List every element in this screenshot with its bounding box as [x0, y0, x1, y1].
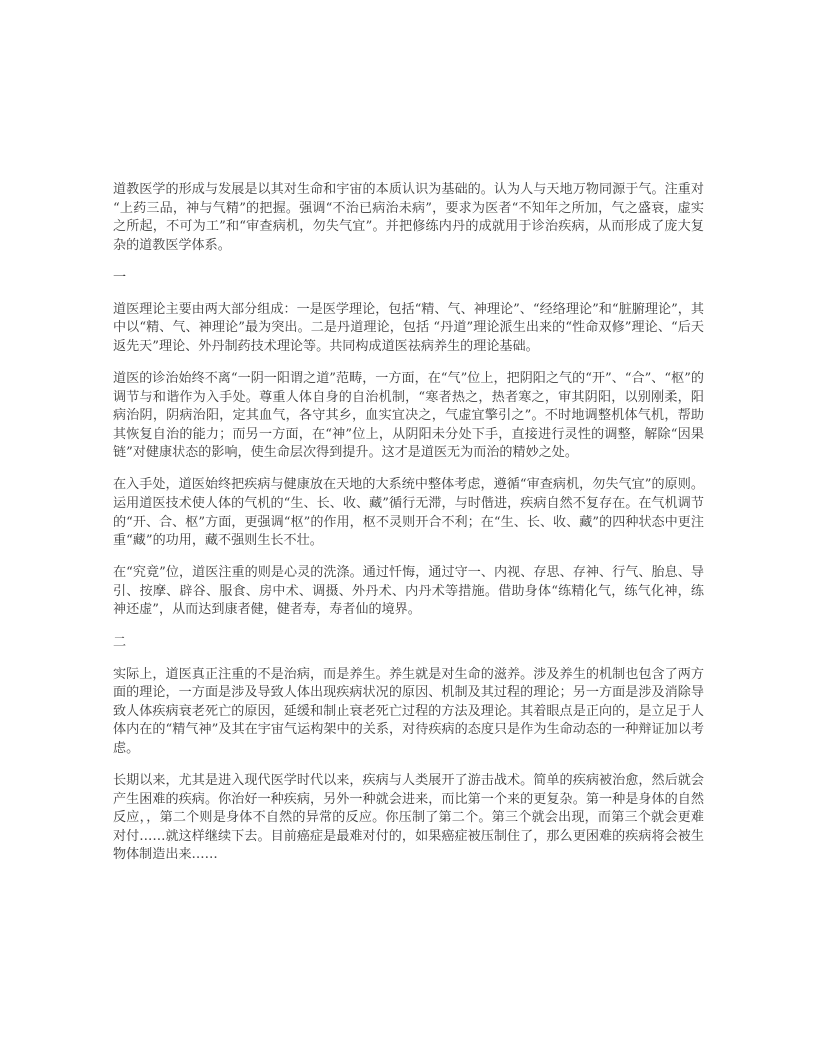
paragraph-nourishing-life: 实际上，道医真正注重的不是治病，而是养生。养生就是对生命的滋养。涉及养生的机制也包含了两方面的理论，一方面是涉及导致人体出现疾病状况的原因、机制及其过程的理论；另一方面是涉及消除导致人体疾病衰老死亡的原因，延缓和制止衰老死亡过程的方法及理论。其着眼点是正向的，是立足于人体内在的“精气神”及其在宇宙气运构架中的关系，对待疾病的态度只是作为生命动态的一种辩证加以考虑。 [113, 666, 704, 756]
paragraph-guerrilla-warfare: 长期以来，尤其是进入现代医学时代以来，疾病与人类展开了游击战术。简单的疾病被治愈，然后就会产生困难的疾病。你治好一种疾病，另外一种就会进来，而比第一个来的更复杂。第一种是身体的自然反应，，第二个则是身体不自然的异常的反应。你压制了第二个。第三个就会出现，而第三个就会更难对付……就这样继续下去。目前癌症是最难对付的，如果癌症被压制住了，那么更困难的疾病将会被生物体制造出来…… [113, 772, 704, 863]
section-marker-two: 二 [113, 634, 127, 650]
paragraph-diagnosis-yinyang: 道医的诊治始终不离“一阴一阳谓之道”范畴，一方面，在“气”位上，把阴阳之气的“开”、“合”、“枢”的调节与和谐作为入手处。尊重人体自身的自治机制，“寒者热之，热者寒之，审其阴阳，以别刚柔，阳病治阴，阴病治阳，定其血气，各守其乡，血实宜决之，气虚宜擎引之”。不时地调整机体气机，帮助其恢复自治的能力；而另一方面，在“神”位上，从阴阳未分处下手，直接进行灵性的调整，解除“因果链”对健康状态的影响，使生命层次得到提升。这才是道医无为而治的精妙之处。 [113, 371, 704, 461]
paragraph-theory-composition: 道医理论主要由两大部分组成：一是医学理论，包括“精、气、神理论”、“经络理论”和“脏腑理论”，其中以“精、气、神理论”最为突出。二是丹道理论，包括 “丹道”理论派生出来的“性命双修”理论、“后天返先天”理论、外丹制药技术理论等。共同构成道医祛病养生的理论基础。 [113, 301, 704, 355]
paragraph-ultimate-position: 在“究竟”位，道医注重的则是心灵的洗涤。通过忏悔，通过守一、内视、存思、存神、行气、胎息、导引、按摩、辟谷、服食、房中术、调摄、外丹术、内丹术等措施。借助身体“练精化气，练气化神，练神还虚”，从而达到康者健，健者寿，寿者仙的境界。 [113, 565, 704, 618]
paragraph-intro: 道教医学的形成与发展是以其对生命和宇宙的本质认识为基础的。认为人与天地万物同源于气。注重对“上药三品，神与气精”的把握。强调“不治已病治未病”，要求为医者“不知年之所加，气之盛衰，虚实之所起，不可为工”和“审查病机，勿失气宜”。并把修练内丹的成就用于诊治疾病，从而形成了庞大复杂的道教医学体系。 [113, 182, 704, 253]
section-marker-one: 一 [113, 269, 127, 285]
document-text-body [113, 181, 704, 865]
paragraph-entry-point: 在入手处，道医始终把疾病与健康放在天地的大系统中整体考虑，遵循“审查病机，勿失气宜”的原则。运用道医技术使人体的气机的“生、长、收、藏”循行无滞，与时偕进，疾病自然不复存在。在气机调节的“开、合、枢”方面，更强调“枢”的作用，枢不灵则开合不利；在“生、长、收、藏”的四种状态中更注重“藏”的功用，藏不强则生长不壮。 [113, 477, 704, 549]
